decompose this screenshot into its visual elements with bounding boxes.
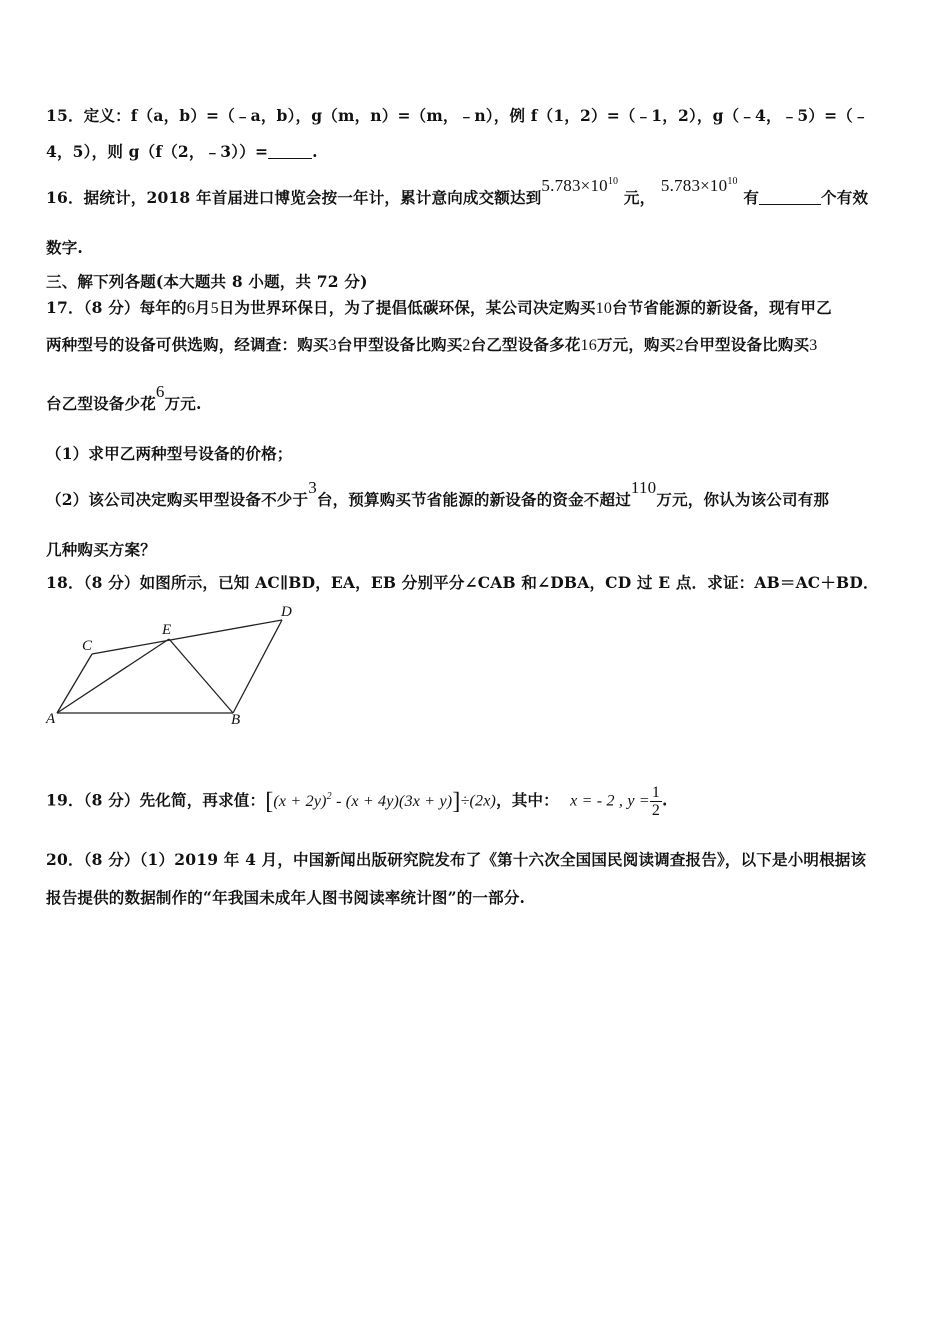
label-a: A [46, 711, 56, 727]
answer-blank-16 [759, 190, 821, 205]
question-16-text: 16．据统计，2018 年首届进口博览会按一年计，累计意向成交额达到 [46, 188, 542, 207]
answer-blank-15 [268, 144, 312, 159]
label-c: C [82, 638, 93, 654]
question-15-text: 4，5），则 g（f（2，﹣3））= [46, 142, 269, 161]
segment-bd [233, 620, 282, 713]
label-d: D [281, 604, 292, 620]
segment-cd [92, 620, 282, 654]
question-16-line-2: 数字. [46, 238, 83, 257]
expression: $(x + 2y)^2 - (x + 4y)(3x + y)$ [273, 790, 453, 810]
label-e: E [162, 622, 172, 638]
question-16-line-1 [46, 176, 869, 208]
bracket-open: [ [265, 788, 274, 815]
label-b: B [231, 712, 241, 728]
question-15-line-1: 15．定义：f（a，b）=（﹣a，b），g（m，n）=（m，﹣n），例 f（1，2）=（﹣1，2），g（﹣4，﹣5）=（﹣ [46, 106, 869, 125]
question-20-line-1: 20．（8 分）（1）2019 年 4 月，中国新闻出版研究院发布了《第十六次全国国民阅读调查报告》，以下是小明根据该 [46, 850, 867, 869]
unit-yuan: 元， [623, 188, 656, 207]
condition: x = - 2 , y = [570, 792, 650, 810]
section-3-heading: 三、解下列各题(本大题共 8 小题，共 72 分) [46, 272, 368, 291]
question-20-line-2: 报告提供的数据制作的“年我国未成年人图书阅读率统计图”的一部分. [46, 888, 526, 907]
question-17-line-2: 两种型号的设备可供选购，经调查：购买3台甲型设备比购买2台乙型设备多花16万元，购买2台甲型设备比购买3 [46, 335, 818, 354]
fraction-one-half: $\frac{1}{2}$ [651, 784, 661, 819]
question-19-text: 19．（8 分）先化简，再求值： [46, 790, 266, 810]
question-15-line-2 [46, 140, 318, 162]
geometry-figure [40, 598, 310, 733]
segment-eb [169, 639, 233, 713]
question-17-part-2-line-2: 几种购买方案？ [46, 540, 156, 559]
number-2: $5.783\times 10^{10}$ [660, 176, 738, 195]
question-17-part-1: （1）求甲乙两种型号设备的价格； [46, 444, 293, 463]
bracket-close: ] [452, 788, 461, 815]
question-19-line: 19．（8 分）先化简，再求值：$[(x + 2y)^2 - (x + 4y)(3x + y)]\div(2x)$，其中： x = - 2 , y = $\frac{1}{2}$ . [46, 784, 668, 819]
question-17-part-2: （2）该公司决定购买甲型设备不少于3台，预算购买节省能源的新设备的资金不超过110万元，你认为该公司有那 [46, 478, 830, 509]
question-19-where: ，其中： [496, 790, 559, 810]
question-15-end: . [312, 142, 318, 161]
segment-ac [57, 654, 92, 713]
question-17-line-1: 17．（8 分）每年的6月5日为世界环保日，为了提倡低碳环保，某公司决定购买10台节省能源的新设备，现有甲乙 [46, 298, 832, 317]
question-16-you: 有 [743, 188, 760, 207]
question-17-line-3: 台乙型设备少花6万元. [46, 382, 202, 413]
expression-divide: ÷(2x) [460, 792, 497, 810]
question-18-text: 18．（8 分）如图所示，已知 AC∥BD，EA，EB 分别平分∠CAB 和∠DBA，CD 过 E 点．求证：AB＝AC＋BD． [46, 573, 879, 592]
question-16-tail: 个有效 [821, 188, 869, 207]
number-1: $5.783\times 10^{10}$ [541, 176, 619, 195]
